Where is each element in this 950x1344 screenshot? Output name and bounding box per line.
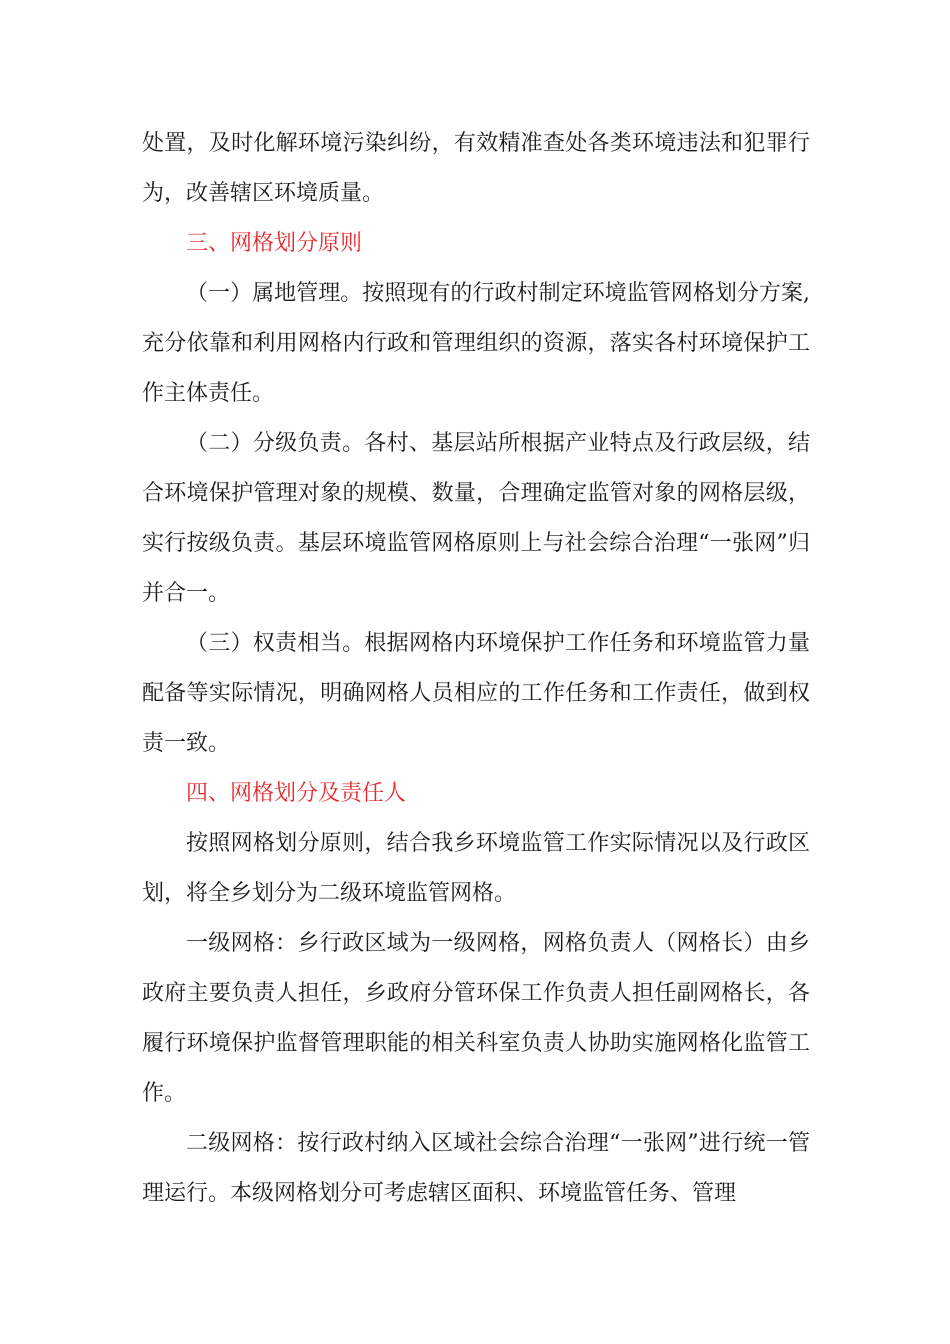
- section-heading-3: 三、网格划分原则: [186, 231, 363, 256]
- paragraph-grid-level-1: 一级网格：乡行政区域为一级网格，网格负责人（网格长）由乡政府主要负责人担任，乡政府分管环保工作负责人担任副网格长，各履行环境保护监督管理职能的相关科室负责人协助实施网格化监管工作。: [142, 931, 810, 1106]
- paragraph-principle-1: （一）属地管理。按照现有的行政村制定环境监管网格划分方案,充分依靠和利用网格内行政和管理组织的资源，落实各村环境保护工作主体责任。: [142, 281, 810, 406]
- document-page: [142, 119, 810, 1219]
- paragraph-grid-intro: 按照网格划分原则，结合我乡环境监管工作实际情况以及行政区划，将全乡划分为二级环境监管网格。: [142, 831, 810, 906]
- paragraph-grid-level-2: 二级网格：按行政村纳入区域社会综合治理“一张网”进行统一管理运行。本级网格划分可考虑辖区面积、环境监管任务、管理: [142, 1131, 810, 1206]
- paragraph-principle-2: （二）分级负责。各村、基层站所根据产业特点及行政层级，结合环境保护管理对象的规模、数量，合理确定监管对象的网格层级，实行按级负责。基层环境监管网格原则上与社会综合治理“一张网”归并合一。: [142, 431, 810, 606]
- section-heading-4: 四、网格划分及责任人: [186, 781, 407, 806]
- paragraph-principle-3: （三）权责相当。根据网格内环境保护工作任务和环境监管力量配备等实际情况，明确网格人员相应的工作任务和工作责任，做到权责一致。: [142, 631, 810, 756]
- paragraph-continuation: 处置，及时化解环境污染纠纷，有效精准查处各类环境违法和犯罪行为，改善辖区环境质量。: [142, 131, 810, 206]
